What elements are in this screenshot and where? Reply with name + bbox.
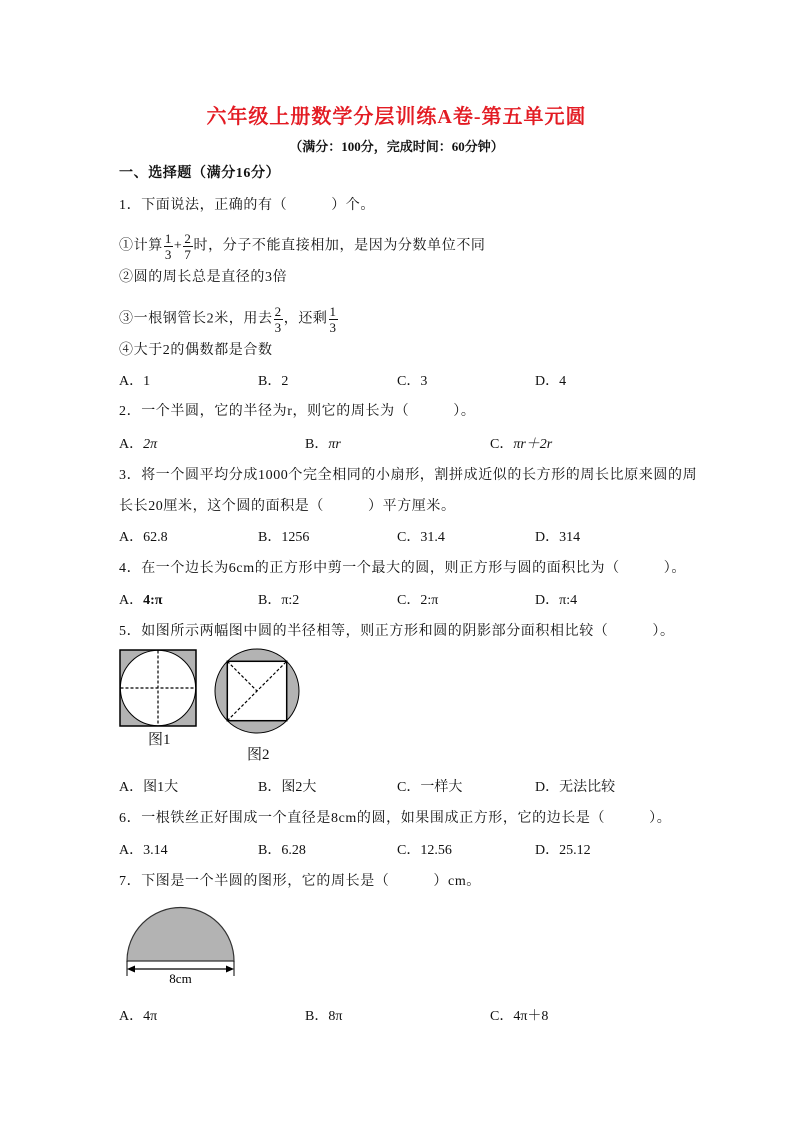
statement-4: ④大于2的偶数都是合数 xyxy=(119,343,273,358)
option-c[interactable]: C．31.4 xyxy=(397,530,445,545)
question-number: 3． xyxy=(119,468,142,483)
question-number: 2． xyxy=(119,404,142,419)
option-b[interactable]: B．6.28 xyxy=(258,843,306,858)
option-a[interactable]: A．4π xyxy=(119,1009,158,1024)
question-7-stem: 7．下图是一个半圆的图形，它的周长是（ ）cm。 xyxy=(119,874,481,889)
option-d[interactable]: D．25.12 xyxy=(535,843,591,858)
question-number: 5． xyxy=(119,624,142,639)
figure-1-label: 图1 xyxy=(148,732,171,748)
question-number: 1． xyxy=(119,198,142,213)
option-c[interactable]: C．一样大 xyxy=(397,780,463,795)
figure-2-label: 图2 xyxy=(247,747,270,763)
option-d[interactable]: D．π:4 xyxy=(535,593,578,608)
question-5-stem: 5．如图所示两幅图中圆的半径相等，则正方形和圆的阴影部分面积相比较（ ）。 xyxy=(119,624,675,639)
fraction: $\frac{2}{3}$ xyxy=(274,304,282,335)
question-2-stem: 2．一个半圆，它的半径为r，则它的周长为（ ）。 xyxy=(119,404,476,419)
option-c[interactable]: C．πr＋2r xyxy=(490,437,553,452)
question-3-stem-cont: 长长20厘米，这个圆的面积是（ ）平方厘米。 xyxy=(119,499,456,514)
option-a[interactable]: A．1 xyxy=(119,374,151,389)
question-3-stem: 3．将一个圆平均分成1000个完全相同的小扇形，割拼成近似的长方形的周长比原来圆的周 xyxy=(119,468,698,483)
option-b[interactable]: B．π:2 xyxy=(258,593,300,608)
question-6-stem: 6．一根铁丝正好围成一个直径是8cm的圆，如果围成正方形，它的边长是（ ）。 xyxy=(119,811,672,826)
statement-2: ②圆的周长总是直径的3倍 xyxy=(119,270,288,285)
page-subtitle: （满分：100分，完成时间：60分钟） xyxy=(289,139,504,154)
option-b[interactable]: B．8π xyxy=(305,1009,343,1024)
option-d[interactable]: D．314 xyxy=(535,530,581,545)
page-title: 六年级上册数学分层训练A卷-第五单元圆 xyxy=(206,106,587,128)
statement-3: ③一根钢管长2米，用去 $\frac{2}{3}$ ，还剩 $\frac{1}{3}$ xyxy=(119,304,337,335)
option-c[interactable]: C．2:π xyxy=(397,593,439,608)
section-heading: 一、选择题（满分16分） xyxy=(119,166,281,181)
option-a[interactable]: A．3.14 xyxy=(119,843,168,858)
option-a[interactable]: A．4:π xyxy=(119,593,163,608)
option-b[interactable]: B．1256 xyxy=(258,530,310,545)
figure-semicircle xyxy=(122,902,240,992)
option-b[interactable]: B．图2大 xyxy=(258,780,317,795)
fraction: $\frac{1}{3}$ xyxy=(164,231,172,262)
option-d[interactable]: D．无法比较 xyxy=(535,780,616,795)
question-number: 6． xyxy=(119,811,142,826)
statement-1: ①计算 $\frac{1}{3}$ + $\frac{2}{7}$ 时，分子不能直接相加，是因为分数单位不同 xyxy=(119,231,486,262)
dimension-label: 8cm xyxy=(169,971,192,986)
option-c[interactable]: C．12.56 xyxy=(397,843,452,858)
arrow-right-icon xyxy=(226,966,234,973)
figure-2-square-in-circle xyxy=(213,647,301,735)
question-number: 4． xyxy=(119,561,142,576)
option-b[interactable]: B．πr xyxy=(305,437,341,452)
option-a[interactable]: A．图1大 xyxy=(119,780,179,795)
fraction: $\frac{2}{7}$ xyxy=(184,231,192,262)
option-d[interactable]: D．4 xyxy=(535,374,567,389)
option-c[interactable]: C．4π＋8 xyxy=(490,1009,549,1024)
option-a[interactable]: A．2π xyxy=(119,437,158,452)
question-number: 7． xyxy=(119,874,142,889)
option-b[interactable]: B．2 xyxy=(258,374,289,389)
option-c[interactable]: C．3 xyxy=(397,374,428,389)
question-4-stem: 4．在一个边长为6cm的正方形中剪一个最大的圆，则正方形与圆的面积比为（ ）。 xyxy=(119,561,686,576)
option-a[interactable]: A．62.8 xyxy=(119,530,168,545)
question-1-stem: 1．下面说法，正确的有（ ）个。 xyxy=(119,198,376,213)
arrow-left-icon xyxy=(127,966,135,973)
fraction: $\frac{1}{3}$ xyxy=(329,304,337,335)
figure-1-circle-in-square xyxy=(119,649,197,727)
